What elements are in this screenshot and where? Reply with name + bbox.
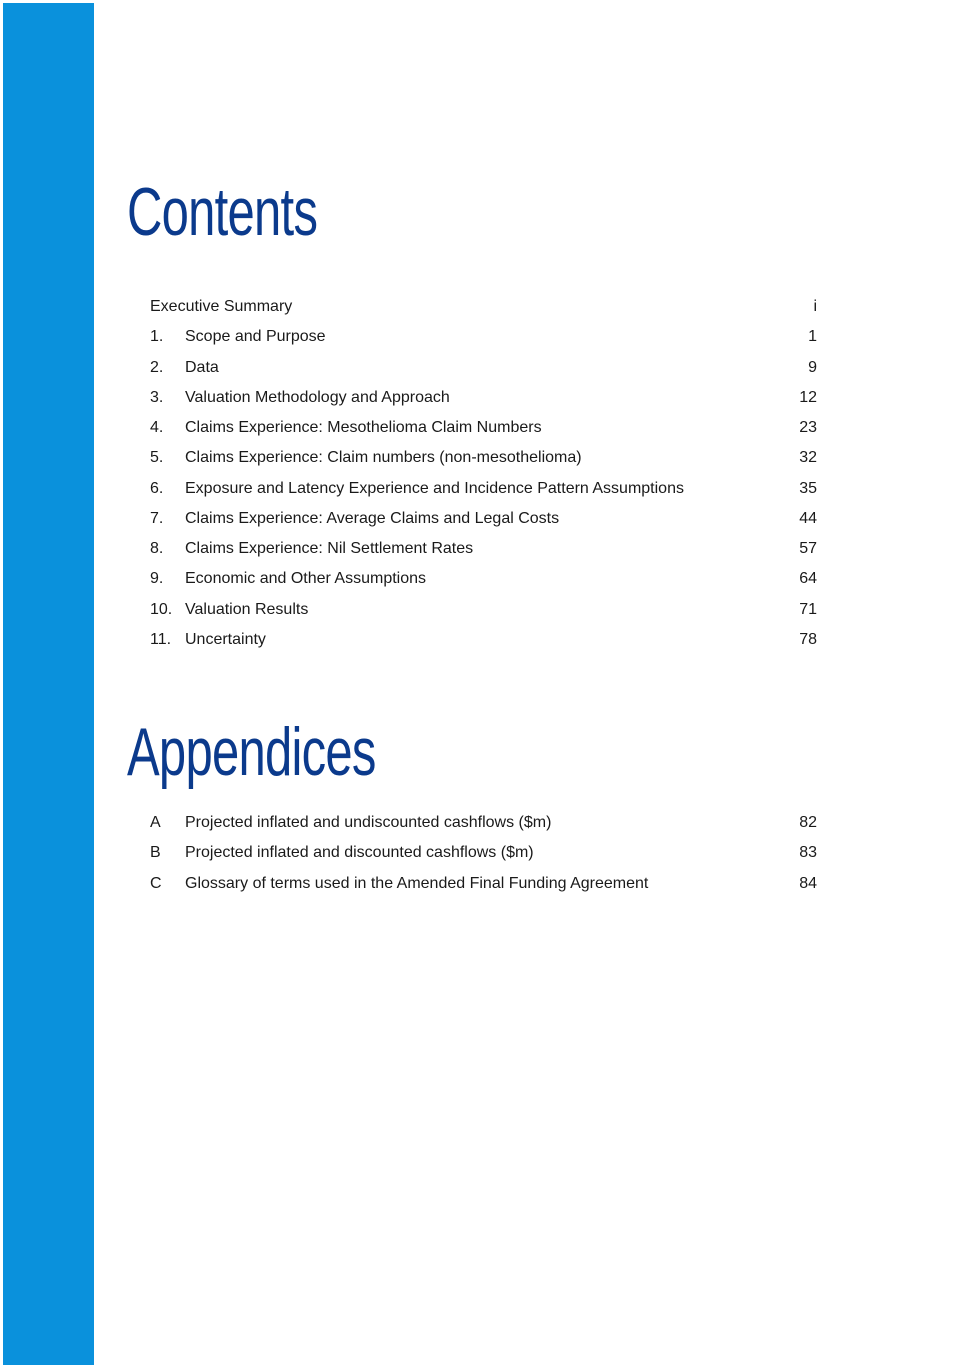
toc-entry-title: Valuation Results: [185, 600, 309, 618]
toc-entry[interactable]: [150, 627, 817, 657]
toc-entry-page: 23: [799, 419, 817, 436]
toc-entry-number: 4.: [150, 419, 164, 436]
appendices-list: [150, 810, 817, 901]
appendix-entry-title: Projected inflated and discounted cashflows ($m): [185, 844, 534, 862]
toc-entry-number: 11.: [150, 630, 172, 648]
toc-entry-page: 57: [799, 540, 817, 557]
toc-entry-number: 5.: [150, 449, 164, 467]
toc-entry-number: 6.: [150, 479, 164, 497]
toc-entry-number: 3.: [150, 388, 164, 406]
toc-entry[interactable]: [150, 476, 817, 506]
toc-entry-title: Uncertainty: [185, 630, 266, 648]
toc-entry-title: Executive Summary: [150, 298, 293, 315]
toc-entry-number: 1.: [150, 328, 164, 346]
toc-entry-executive-summary[interactable]: [150, 294, 817, 324]
toc-entry-title: Economic and Other Assumptions: [185, 570, 427, 588]
appendix-entry-letter: C: [150, 874, 162, 892]
toc-entry-page: 44: [799, 509, 817, 527]
toc-entry[interactable]: [150, 355, 817, 385]
appendix-entry-title: Projected inflated and undiscounted cashflows ($m): [185, 814, 552, 831]
toc-entry-title: Exposure and Latency Experience and Incidence Pattern Assumptions: [185, 479, 684, 497]
toc-entry-page: 64: [799, 570, 817, 588]
contents-list: [150, 294, 817, 657]
toc-entry-page: 12: [799, 388, 817, 406]
appendix-entry[interactable]: [150, 810, 817, 840]
toc-entry[interactable]: [150, 506, 817, 536]
appendix-entry[interactable]: [150, 840, 817, 870]
toc-entry[interactable]: [150, 445, 817, 475]
side-color-band: [3, 3, 94, 1365]
toc-entry-page: i: [813, 298, 817, 315]
toc-entry-title: Scope and Purpose: [185, 328, 326, 346]
toc-entry[interactable]: [150, 415, 817, 445]
toc-entry-page: 1: [808, 328, 817, 346]
appendix-entry-page: 82: [799, 814, 817, 831]
toc-entry-number: 9.: [150, 570, 164, 588]
toc-entry-title: Claims Experience: Nil Settlement Rates: [185, 540, 474, 557]
toc-entry[interactable]: [150, 597, 817, 627]
toc-entry[interactable]: [150, 536, 817, 566]
toc-entry[interactable]: [150, 324, 817, 354]
toc-entry-page: 32: [799, 449, 817, 467]
appendix-entry-title: Glossary of terms used in the Amended Final Funding Agreement: [185, 874, 649, 892]
toc-entry[interactable]: [150, 566, 817, 596]
appendix-entry-letter: B: [150, 844, 161, 862]
toc-entry[interactable]: [150, 385, 817, 415]
toc-entry-title: Valuation Methodology and Approach: [185, 388, 450, 406]
toc-entry-number: 8.: [150, 540, 164, 557]
toc-entry-number: 2.: [150, 358, 164, 376]
toc-entry-title: Data: [185, 358, 219, 376]
appendix-entry-page: 84: [799, 874, 817, 892]
toc-entry-number: 7.: [150, 509, 164, 527]
appendix-entry[interactable]: [150, 871, 817, 901]
toc-entry-page: 35: [799, 479, 817, 497]
toc-entry-title: Claims Experience: Mesothelioma Claim Numbers: [185, 419, 542, 436]
toc-entry-page: 78: [799, 630, 817, 648]
contents-heading: Contents: [127, 174, 318, 250]
appendix-entry-page: 83: [799, 844, 817, 862]
toc-entry-number: 10.: [150, 600, 173, 618]
toc-entry-title: Claims Experience: Claim numbers (non-mesothelioma): [185, 449, 582, 467]
toc-entry-page: 71: [799, 600, 817, 618]
toc-entry-title: Claims Experience: Average Claims and Legal Costs: [185, 509, 560, 527]
appendix-entry-letter: A: [150, 814, 161, 831]
toc-entry-page: 9: [808, 358, 817, 376]
appendices-heading: Appendices: [127, 714, 376, 790]
